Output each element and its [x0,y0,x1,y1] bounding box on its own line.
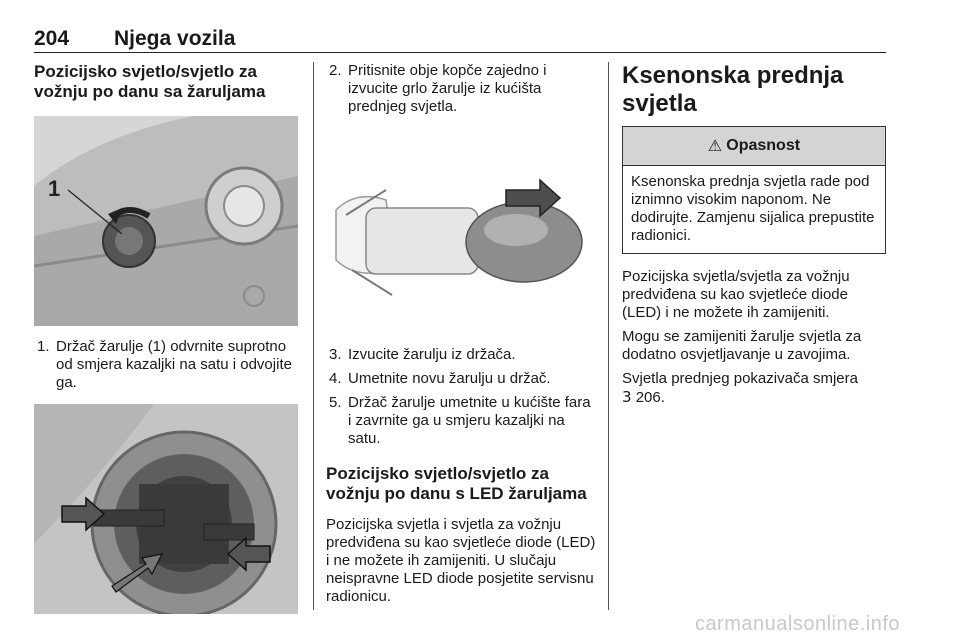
warning-text: Ksenonska prednja svjetla rade pod iznimno visokim naponom. Ne dodirujte. Zamjenu sijalica prepustite radionici. [631,173,875,244]
figure-callout-1: 1 [48,176,61,201]
step-number: 3. [329,346,342,363]
list-item [326,62,596,116]
list-item [326,346,596,364]
warning-triangle-icon: ⚠ [707,138,723,155]
column-divider [608,62,609,610]
warning-box [622,126,886,254]
step-list [34,338,300,392]
section-heading: Ksenonska prednja svjetla [622,62,844,117]
list-item [326,394,596,448]
page-title: Njega vozila [114,27,236,50]
step-list [326,62,596,116]
column-middle [326,62,596,606]
warning-title: Opasnost [726,137,801,154]
watermark: carmanualsonline.info [694,613,900,635]
page-ref-icon: 3 [622,388,632,406]
section-heading: Pozicijsko svjetlo/svjetlo za vožnju po danu sa žaruljama [34,62,266,101]
step-number: 5. [329,394,342,411]
step-number: 1. [37,338,50,355]
step-text: Umetnite novu žarulju u držač. [348,370,551,387]
warning-header [623,127,885,166]
list-item [34,338,300,392]
section-heading: Pozicijsko svjetlo/svjetlo za vožnju po danu s LED žaruljama [326,464,587,503]
step-number: 2. [329,62,342,79]
paragraph: Pozicijska svjetla i svjetla za vožnju predviđena su kao svjetleće diode (LED) i ne možete ih zamijeniti. U slučaju neispravne LED diode posjetite servisnu radionicu. [326,516,596,605]
page-number: 204 [34,27,70,50]
figure-bulb-holder [34,116,298,326]
page-header [34,26,886,53]
column-left [34,62,300,614]
column-divider [313,62,314,610]
list-item [326,370,596,388]
paragraph [622,370,886,407]
page-ref-link[interactable]: 206. [635,389,665,406]
figure-clips [34,404,298,614]
column-right [622,62,886,407]
paragraph-text: Svjetla prednjeg pokazivača smjera [622,370,858,387]
step-number: 4. [329,370,342,387]
step-list [326,346,596,448]
figure-bulb [326,130,592,330]
step-text: Pritisnite obje kopče zajedno i izvucite grlo žarulje iz kućišta prednjeg svjetla. [348,62,547,115]
step-text: Držač žarulje (1) odvrnite suprotno od smjera kazaljki na satu i odvojite ga. [56,338,292,391]
paragraph: Pozicijska svjetla/svjetla za vožnju predviđena su kao svjetleće diode (LED) i ne možete ih zamijeniti. [622,268,850,321]
step-text: Držač žarulje umetnite u kućište fara i zavrnite ga u smjeru kazaljki na satu. [348,394,591,447]
paragraph: Mogu se zamijeniti žarulje svjetla za dodatno osvjetljavanje u zavojima. [622,328,862,363]
step-text: Izvucite žarulju iz držača. [348,346,516,363]
